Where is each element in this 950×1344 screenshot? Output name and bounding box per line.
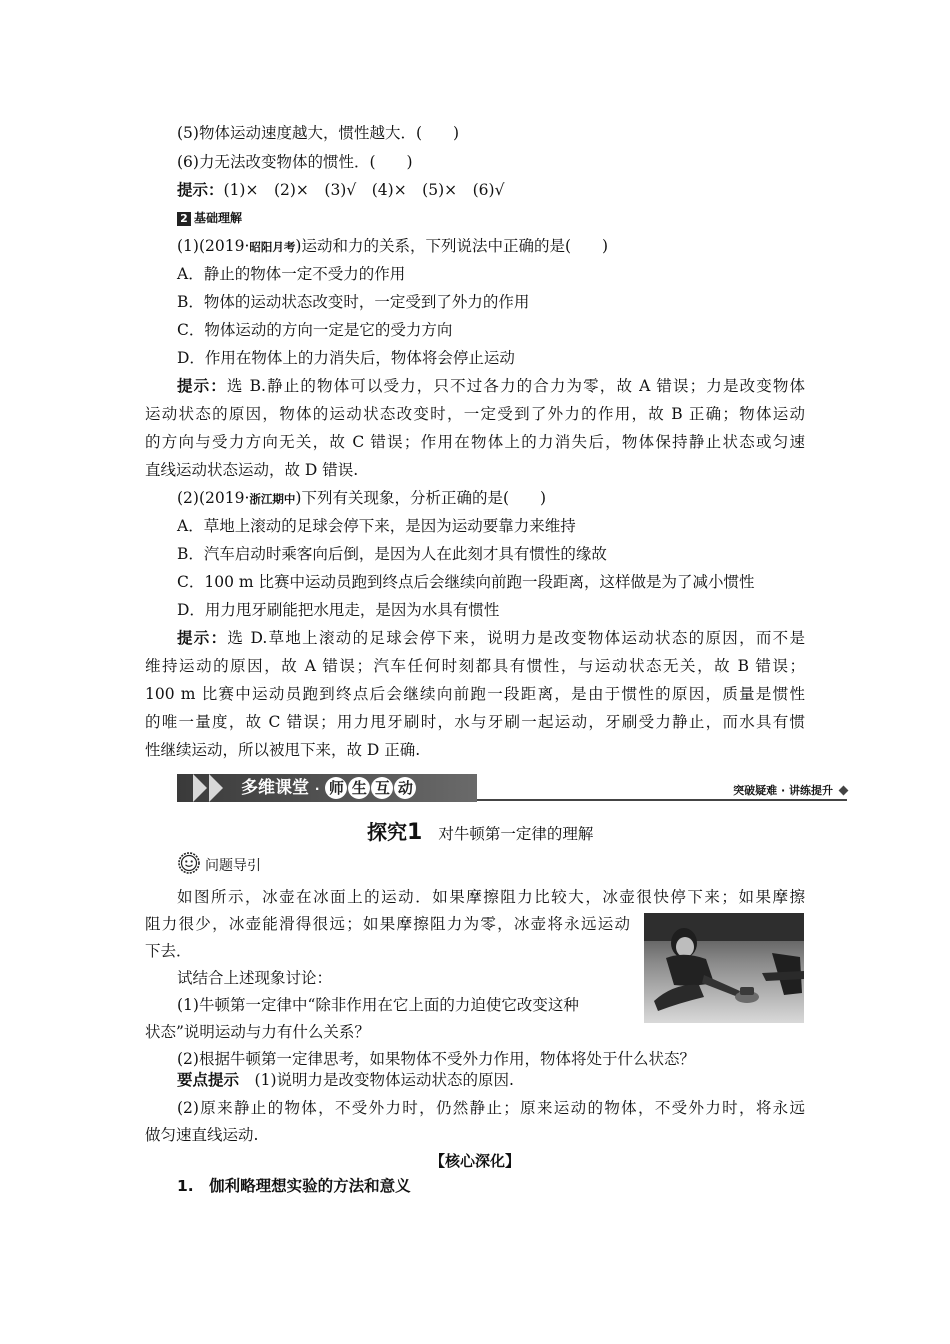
guide-line-1: 如图所示，冰壶在冰面上的运动．如果摩擦阻力比较大，冰壶很快停下来；如果摩擦 bbox=[177, 888, 805, 906]
q2-stem-text: )下列有关现象，分析正确的是( ) bbox=[295, 489, 547, 507]
banner-char: 动 bbox=[394, 777, 416, 799]
q2-hint-line-2: 维持运动的原因，故 A 错误；汽车任何时刻都具有惯性，与运动状态无关，故 B 错误； bbox=[145, 657, 805, 675]
q1-source: 昭阳月考 bbox=[249, 240, 296, 254]
banner-char: 互 bbox=[371, 777, 393, 799]
banner-char: 师 bbox=[325, 777, 347, 799]
smiley-icon bbox=[177, 851, 201, 875]
chevron-right-icon bbox=[193, 774, 207, 802]
q2-option-a: A．草地上滚动的足球会停下来，是因为运动要靠力来维持 bbox=[177, 517, 576, 535]
q2-hint-line-1 bbox=[177, 628, 805, 648]
key-hint-text-1: (1)说明力是改变物体运动状态的原因. bbox=[254, 1071, 514, 1089]
banner-char: 生 bbox=[348, 777, 370, 799]
explore-number: 1 bbox=[407, 820, 423, 845]
q2-prefix: (2)(2019· bbox=[177, 489, 250, 507]
key-hint-line-1 bbox=[177, 1070, 514, 1090]
core-item-1: 1. 伽利略理想实验的方法和意义 bbox=[177, 1177, 411, 1195]
q1-stem-text: )运动和力的关系，下列说法中正确的是( ) bbox=[295, 237, 609, 255]
explore-title: 对牛顿第一定律的理解 bbox=[438, 825, 594, 843]
q1-hint-line-2: 运动状态的原因，物体的运动状态改变时，一定受到了外力的作用，故 B 正确；物体运动 bbox=[145, 405, 805, 423]
guide-line-7: (2)根据牛顿第一定律思考，如果物体不受外力作用，物体将处于什么状态？ bbox=[177, 1050, 695, 1068]
basic-title-text: 基础理解 bbox=[194, 211, 243, 225]
section-basic-title bbox=[177, 210, 242, 226]
q1-option-b: B．物体的运动状态改变时，一定受到了外力的作用 bbox=[177, 293, 530, 311]
question-item-5: (5)物体运动速度越大，惯性越大．( ) bbox=[177, 124, 460, 142]
top-hint bbox=[177, 180, 504, 200]
key-hint-line-2: (2)原来静止的物体，不受外力时，仍然静止；原来运动的物体，不受外力时，将永远 bbox=[177, 1099, 805, 1117]
number-badge-icon: 2 bbox=[177, 212, 191, 226]
banner-right-text: 突破疑难 · 讲练提升 bbox=[733, 784, 833, 797]
explore-label: 探究 bbox=[367, 820, 407, 844]
q1-prefix: (1)(2019· bbox=[177, 237, 250, 255]
q2-hint-label: 提示： bbox=[177, 629, 228, 647]
q2-hint-line-3: 100 m 比赛中运动员跑到终点后会继续向前跑一段距离，是由于惯性的原因，质量是惯性 bbox=[145, 685, 805, 703]
question-item-6: (6)力无法改变物体的惯性．( ) bbox=[177, 153, 413, 171]
q2-option-b: B．汽车启动时乘客向后倒，是因为人在此刻才具有惯性的缘故 bbox=[177, 545, 607, 563]
curling-photo-image bbox=[644, 913, 804, 1023]
q1-option-c: C．物体运动的方向一定是它的受力方向 bbox=[177, 321, 453, 339]
q1-hint-line-4: 直线运动状态运动，故 D 错误. bbox=[145, 461, 359, 479]
banner-left-text: 多维课堂 bbox=[241, 778, 309, 798]
q1-hint-label: 提示： bbox=[177, 377, 227, 395]
diamond-icon bbox=[839, 786, 849, 796]
hint-label: 提示： bbox=[177, 181, 224, 199]
q1-option-d: D．作用在物体上的力消失后，物体将会停止运动 bbox=[177, 349, 515, 367]
q1-hint-line-1 bbox=[177, 376, 805, 396]
q2-option-c: C．100 m 比赛中运动员跑到终点后会继续向前跑一段距离，这样做是为了减小惯性 bbox=[177, 573, 755, 591]
hint-text: (1)× (2)× (3)√ (4)× (5)× (6)√ bbox=[223, 181, 505, 199]
section-banner bbox=[177, 772, 847, 804]
q1-hint-line-3: 的方向与受力方向无关，故 C 错误；作用在物体上的力消失后，物体保持静止状态或匀速 bbox=[145, 433, 805, 451]
guide-line-4: 试结合上述现象讨论： bbox=[177, 969, 333, 987]
banner-dot: · bbox=[314, 782, 320, 796]
guide-title: 问题导引 bbox=[205, 858, 261, 874]
q1-stem bbox=[177, 236, 608, 257]
curling-photo bbox=[644, 913, 804, 1023]
guide-line-3: 下去． bbox=[145, 942, 192, 960]
q2-option-d: D．用力甩牙刷能把水甩走，是因为水具有惯性 bbox=[177, 601, 500, 619]
explore-heading bbox=[367, 820, 593, 846]
banner-rule bbox=[477, 799, 847, 801]
chevron-right-icon bbox=[209, 774, 223, 802]
key-hint-label: 要点提示 bbox=[177, 1071, 240, 1089]
key-hint-line-3: 做匀速直线运动. bbox=[145, 1126, 259, 1144]
q2-hint-line-4: 的唯一量度，故 C 错误；用力甩牙刷时，水与牙刷一起运动，牙刷受力静止，而水具有惯 bbox=[145, 713, 805, 731]
q1-option-a: A．静止的物体一定不受力的作用 bbox=[177, 265, 406, 283]
banner-title bbox=[241, 777, 417, 800]
q1-hint-text-1: 选 B.静止的物体可以受力，只不过各力的合力为零，故 A 错误；力是改变物体 bbox=[226, 377, 805, 395]
guide-line-2: 阻力很少，冰壶能滑得很远；如果摩擦阻力为零，冰壶将永远运动 bbox=[145, 915, 630, 933]
q2-hint-line-5: 性继续运动，所以被甩下来，故 D 正确. bbox=[145, 741, 421, 759]
q2-source: 浙江期中 bbox=[249, 492, 296, 506]
guide-line-5: (1)牛顿第一定律中“除非作用在它上面的力迫使它改变这种 bbox=[177, 996, 579, 1014]
q2-stem bbox=[177, 488, 546, 509]
q2-hint-text-1: 选 D.草地上滚动的足球会停下来，说明力是改变物体运动状态的原因，而不是 bbox=[227, 629, 805, 647]
core-title: 【核心深化】 bbox=[429, 1152, 520, 1170]
guide-line-6: 状态”说明运动与力有什么关系？ bbox=[145, 1023, 370, 1041]
